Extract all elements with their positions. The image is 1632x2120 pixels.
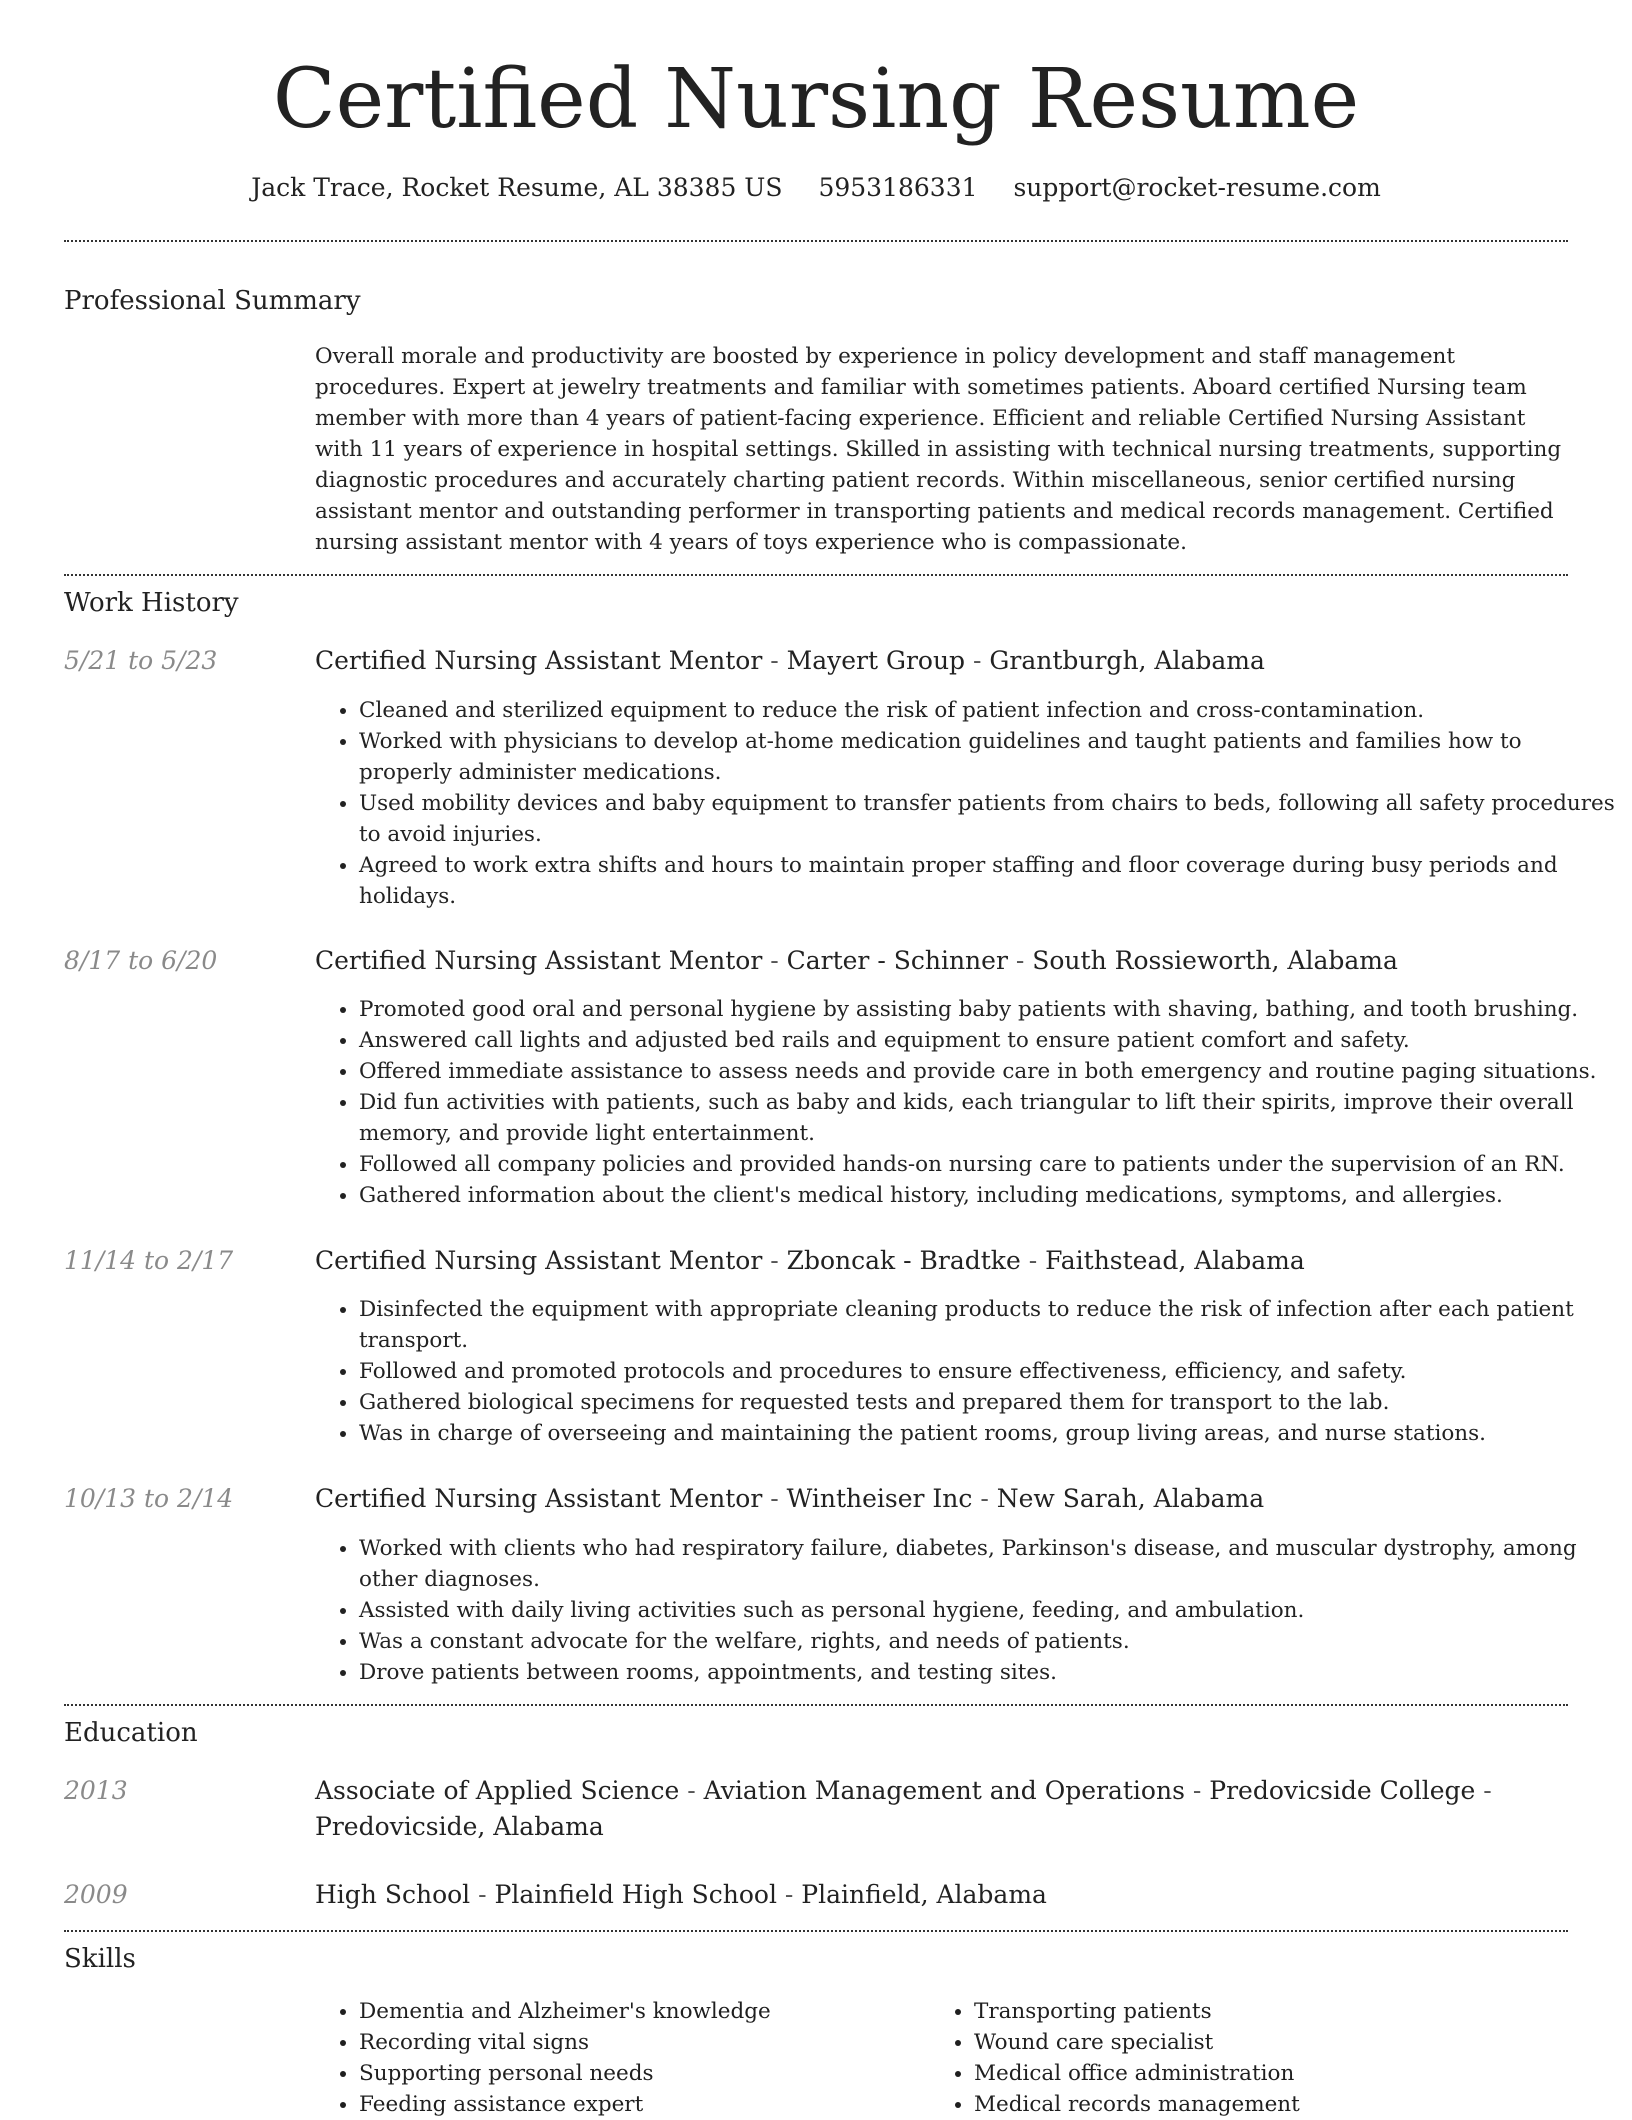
- skill-item: • Wound care specialist: [974, 2027, 1534, 2058]
- list-item: • Promoted good oral and personal hygiene by assisting baby patients with shaving, bathing, and tooth brushing.: [359, 994, 1617, 1025]
- job-bullets: [315, 994, 1617, 1211]
- skill-item: • Medical records management: [974, 2089, 1534, 2120]
- education-heading: Associate of Applied Science - Aviation Management and Operations - Predovicside College - Predovicside, Alabama: [315, 1776, 1492, 1841]
- summary-text: Overall morale and productivity are boosted by experience in policy development and staff management procedures. Expert at jewelry treatments and familiar with sometimes patients. Aboard certified Nursing team member with more than 4 years of patient-facing experience. Efficient and reliable Certified Nursing Assistant with 11 years of experience in hospital settings. Skilled in assisting with technical nursing treatments, supporting diagnostic procedures and accurately charting patient records. Within miscellaneous, senior certified nursing assistant mentor and outstanding performer in transporting patients and medical records management. Certified nursing assistant mentor with 4 years of toys experience who is compassionate.: [315, 344, 1562, 555]
- education-heading: High School - Plainfield High School - Plainfield, Alabama: [315, 1880, 1047, 1909]
- job-title: Certified Nursing Assistant Mentor: [315, 646, 763, 675]
- list-item: • Drove patients between rooms, appointments, and testing sites.: [359, 1657, 1617, 1688]
- list-item: • Offered immediate assistance to assess needs and provide care in both emergency and routine paging situations.: [359, 1056, 1617, 1087]
- job-heading: Certified Nursing Assistant Mentor - Zboncak - Bradtke - Faithstead, Alabama: [315, 1246, 1305, 1275]
- list-item: • Cleaned and sterilized equipment to reduce the risk of patient infection and cross-contamination.: [359, 695, 1617, 726]
- job-bullets: [315, 695, 1617, 912]
- divider: [64, 574, 1568, 576]
- job-location: Grantburgh, Alabama: [989, 646, 1265, 675]
- list-item: • Was a constant advocate for the welfare, rights, and needs of patients.: [359, 1626, 1617, 1657]
- education-school: Predovicside College: [1209, 1776, 1476, 1805]
- list-item: • Agreed to work extra shifts and hours to maintain proper staffing and floor coverage during busy periods and holidays.: [359, 850, 1617, 912]
- job-title: Certified Nursing Assistant Mentor: [315, 1246, 763, 1275]
- skill-item: • Feeding assistance expert: [359, 2089, 919, 2120]
- divider: [64, 1704, 1568, 1706]
- skill-item: • Supporting personal needs: [359, 2058, 919, 2089]
- job-heading: Certified Nursing Assistant Mentor - Carter - Schinner - South Rossieworth, Alabama: [315, 946, 1398, 975]
- section-title-skills: Skills: [64, 1944, 136, 1974]
- job-location: South Rossieworth, Alabama: [1032, 946, 1398, 975]
- section-title-work: Work History: [64, 588, 239, 618]
- job-location: New Sarah, Alabama: [996, 1484, 1265, 1513]
- job-company: Carter - Schinner: [786, 946, 1008, 975]
- job-bullets: [315, 1294, 1617, 1449]
- education-field: Aviation Management and Operations: [703, 1776, 1185, 1805]
- list-item: • Gathered information about the client's medical history, including medications, symptoms, and allergies.: [359, 1180, 1617, 1211]
- list-item: • Worked with physicians to develop at-home medication guidelines and taught patients and families how to properly administer medications.: [359, 726, 1617, 788]
- list-item: • Followed all company policies and provided hands-on nursing care to patients under the supervision of an RN.: [359, 1149, 1617, 1180]
- job-bullets: [315, 1533, 1617, 1688]
- job-company: Zboncak - Bradtke: [786, 1246, 1021, 1275]
- job-company: Mayert Group: [786, 646, 966, 675]
- job-dates: 10/13 to 2/14: [64, 1484, 234, 1513]
- education-year: 2013: [64, 1776, 128, 1805]
- contact-address: Jack Trace, Rocket Resume, AL 38385 US: [251, 173, 783, 202]
- job-dates: 11/14 to 2/17: [64, 1246, 234, 1275]
- job-heading: Certified Nursing Assistant Mentor - Wintheiser Inc - New Sarah, Alabama: [315, 1484, 1265, 1513]
- skill-item: • Transporting patients: [974, 1996, 1534, 2027]
- list-item: • Did fun activities with patients, such as baby and kids, each triangular to lift their spirits, improve their overall memory, and provide light entertainment.: [359, 1087, 1617, 1149]
- contact-phone: 5953186331: [818, 173, 978, 202]
- education-location: Plainfield, Alabama: [801, 1880, 1047, 1909]
- skills-column-right: [930, 1996, 1534, 2120]
- job-company: Wintheiser Inc: [786, 1484, 973, 1513]
- education-degree: High School: [315, 1880, 471, 1909]
- list-item: • Disinfected the equipment with appropriate cleaning products to reduce the risk of infection after each patient transport.: [359, 1294, 1617, 1356]
- list-item: • Gathered biological specimens for requested tests and prepared them for transport to the lab.: [359, 1387, 1617, 1418]
- divider: [64, 1930, 1568, 1932]
- contact-line: [0, 170, 1632, 206]
- contact-email: support@rocket-resume.com: [1013, 173, 1381, 202]
- education-school: Plainfield High School: [494, 1880, 777, 1909]
- list-item: • Was in charge of overseeing and maintaining the patient rooms, group living areas, and nurse stations.: [359, 1418, 1617, 1449]
- skill-item: • Dementia and Alzheimer's knowledge: [359, 1996, 919, 2027]
- education-location: Predovicside, Alabama: [315, 1812, 604, 1841]
- resume-title: Certified Nursing Resume: [272, 52, 1360, 147]
- job-dates: 5/21 to 5/23: [64, 646, 218, 675]
- job-dates: 8/17 to 6/20: [64, 946, 218, 975]
- list-item: • Followed and promoted protocols and procedures to ensure effectiveness, efficiency, and safety.: [359, 1356, 1617, 1387]
- list-item: • Used mobility devices and baby equipment to transfer patients from chairs to beds, following all safety procedures to avoid injuries.: [359, 788, 1617, 850]
- summary-block: [315, 341, 1573, 558]
- education-degree: Associate of Applied Science: [315, 1776, 680, 1805]
- education-year: 2009: [64, 1880, 128, 1909]
- job-title: Certified Nursing Assistant Mentor: [315, 1484, 763, 1513]
- list-item: • Worked with clients who had respiratory failure, diabetes, Parkinson's disease, and muscular dystrophy, among other diagnoses.: [359, 1533, 1617, 1595]
- skill-item: • Medical office administration: [974, 2058, 1534, 2089]
- section-title-education: Education: [64, 1718, 198, 1748]
- job-heading: Certified Nursing Assistant Mentor - Mayert Group - Grantburgh, Alabama: [315, 646, 1265, 675]
- divider: [64, 240, 1568, 242]
- skills-column-left: [315, 1996, 919, 2120]
- section-title-summary: Professional Summary: [64, 286, 361, 316]
- list-item: • Answered call lights and adjusted bed rails and equipment to ensure patient comfort and safety.: [359, 1025, 1617, 1056]
- skill-item: • Recording vital signs: [359, 2027, 919, 2058]
- job-location: Faithstead, Alabama: [1045, 1246, 1305, 1275]
- job-title: Certified Nursing Assistant Mentor: [315, 946, 763, 975]
- list-item: • Assisted with daily living activities such as personal hygiene, feeding, and ambulation.: [359, 1595, 1617, 1626]
